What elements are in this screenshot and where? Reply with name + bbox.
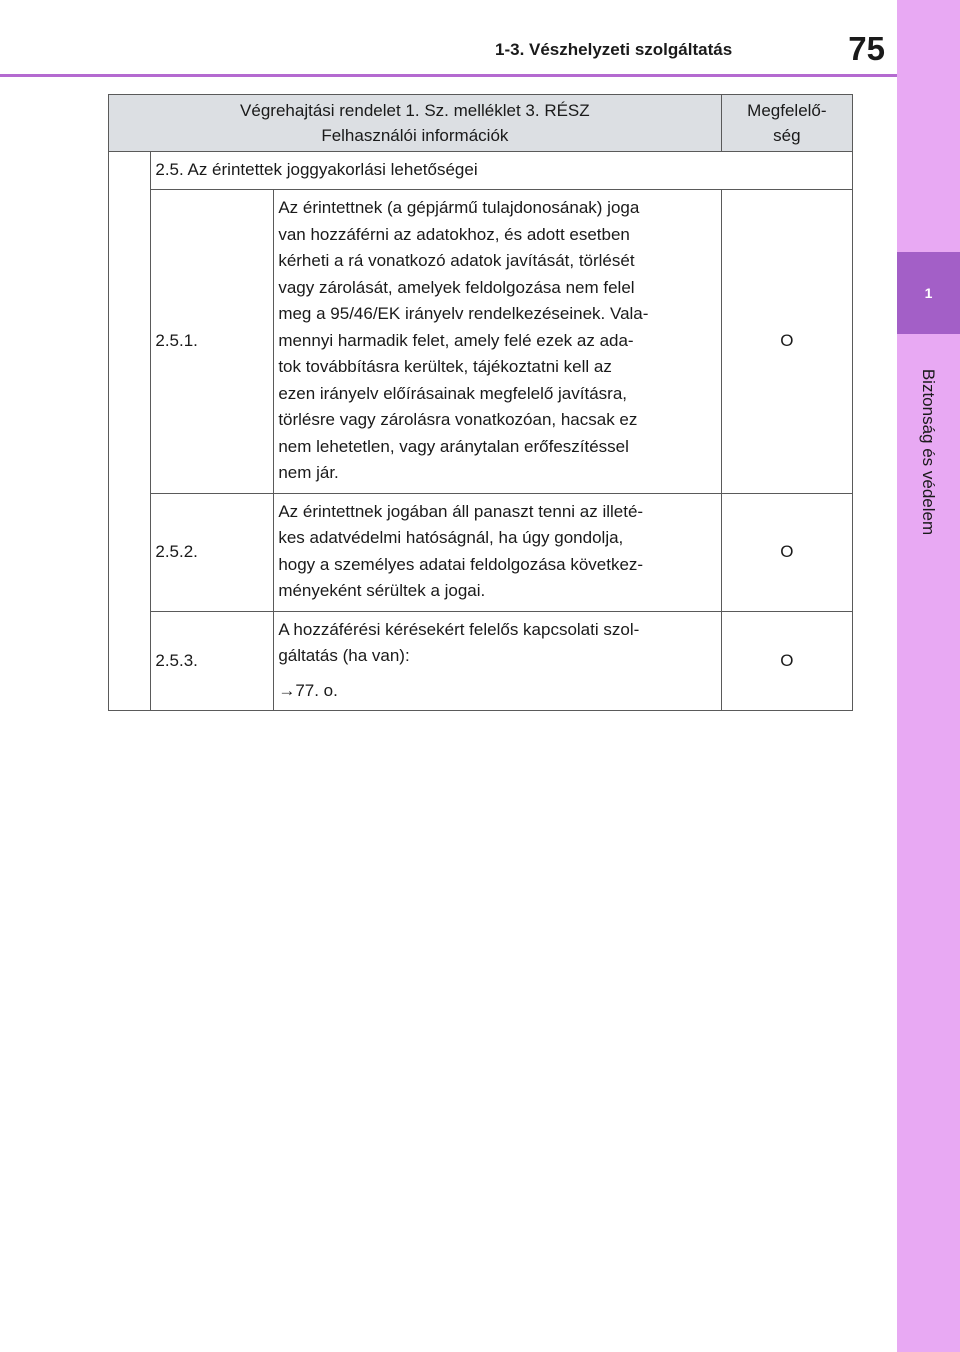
page-reference xyxy=(278,678,716,705)
page-number: 75 xyxy=(848,30,885,67)
page-reference-text: 77. o. xyxy=(295,680,338,700)
table-header-row xyxy=(109,95,853,152)
header-line: Felhasználói információk xyxy=(321,126,509,145)
row-number: 2.5.3. xyxy=(151,611,274,711)
description-line: törlésre vagy zárolásra vonatkozóan, hacsak ez xyxy=(278,410,638,429)
description-line: vagy zárolását, amelyek feldolgozása nem felel xyxy=(278,277,635,297)
row-conformity: O xyxy=(721,611,852,711)
row-conformity: O xyxy=(721,493,852,611)
indent-cell xyxy=(109,152,151,711)
arrow-right-icon: → xyxy=(278,680,296,700)
row-description xyxy=(274,493,721,611)
description-line: A hozzáférési kérésekért felelős kapcsolati szol- xyxy=(278,619,640,639)
table-header-conformity xyxy=(721,95,852,152)
table-row xyxy=(109,493,853,611)
row-description xyxy=(274,611,721,711)
description-line: nem jár. xyxy=(278,463,339,482)
table-row xyxy=(109,611,853,711)
subheading-cell: 2.5. Az érintettek joggyakorlási lehetőségei xyxy=(151,152,853,190)
description-line: nem lehetetlen, vagy aránytalan erőfeszítéssel xyxy=(278,436,629,456)
table-subheading-row xyxy=(109,152,853,190)
table-header-regulation xyxy=(109,95,722,152)
description-line: van hozzáférni az adatokhoz, és adott esetben xyxy=(278,224,630,244)
description-line: kes adatvédelmi hatóságnál, ha úgy gondolja, xyxy=(278,528,624,547)
running-header-title: 1-3. Vészhelyzeti szolgáltatás xyxy=(495,40,733,59)
header-line: Megfelelő- xyxy=(747,101,827,120)
description-line: ezen irányelv előírásainak megfelelő javításra, xyxy=(278,383,627,403)
description-line: hogy a személyes adatai feldolgozása következ- xyxy=(278,554,644,574)
description-line: meg a 95/46/EK irányelv rendelkezéseinek. Vala- xyxy=(278,304,649,323)
description-line: gáltatás (ha van): xyxy=(278,646,410,665)
row-number: 2.5.2. xyxy=(151,493,274,611)
row-description xyxy=(274,190,721,494)
header-line: ség xyxy=(773,126,801,145)
header-divider xyxy=(0,74,897,77)
user-information-table xyxy=(108,94,853,711)
side-index-strip xyxy=(897,0,960,1352)
description-line: ményeként sérültek a jogai. xyxy=(278,581,486,600)
description-line: mennyi harmadik felet, amely felé ezek az ada- xyxy=(278,330,634,350)
description-line: kérheti a rá vonatkozó adatok javítását, törlését xyxy=(278,251,635,270)
section-label: Biztonság és védelem xyxy=(919,368,938,536)
row-number: 2.5.1. xyxy=(151,190,274,494)
chapter-number: 1 xyxy=(924,285,933,301)
header-line: Végrehajtási rendelet 1. Sz. melléklet 3. RÉSZ xyxy=(240,101,590,120)
chapter-tab xyxy=(897,252,960,334)
description-line: Az érintettnek (a gépjármű tulajdonosának) joga xyxy=(278,198,640,217)
table-row xyxy=(109,190,853,494)
description-line: tok továbbításra kerültek, tájékoztatni kell az xyxy=(278,357,612,376)
description-line: Az érintettnek jogában áll panaszt tenni az illeté- xyxy=(278,501,644,521)
row-conformity: O xyxy=(721,190,852,494)
